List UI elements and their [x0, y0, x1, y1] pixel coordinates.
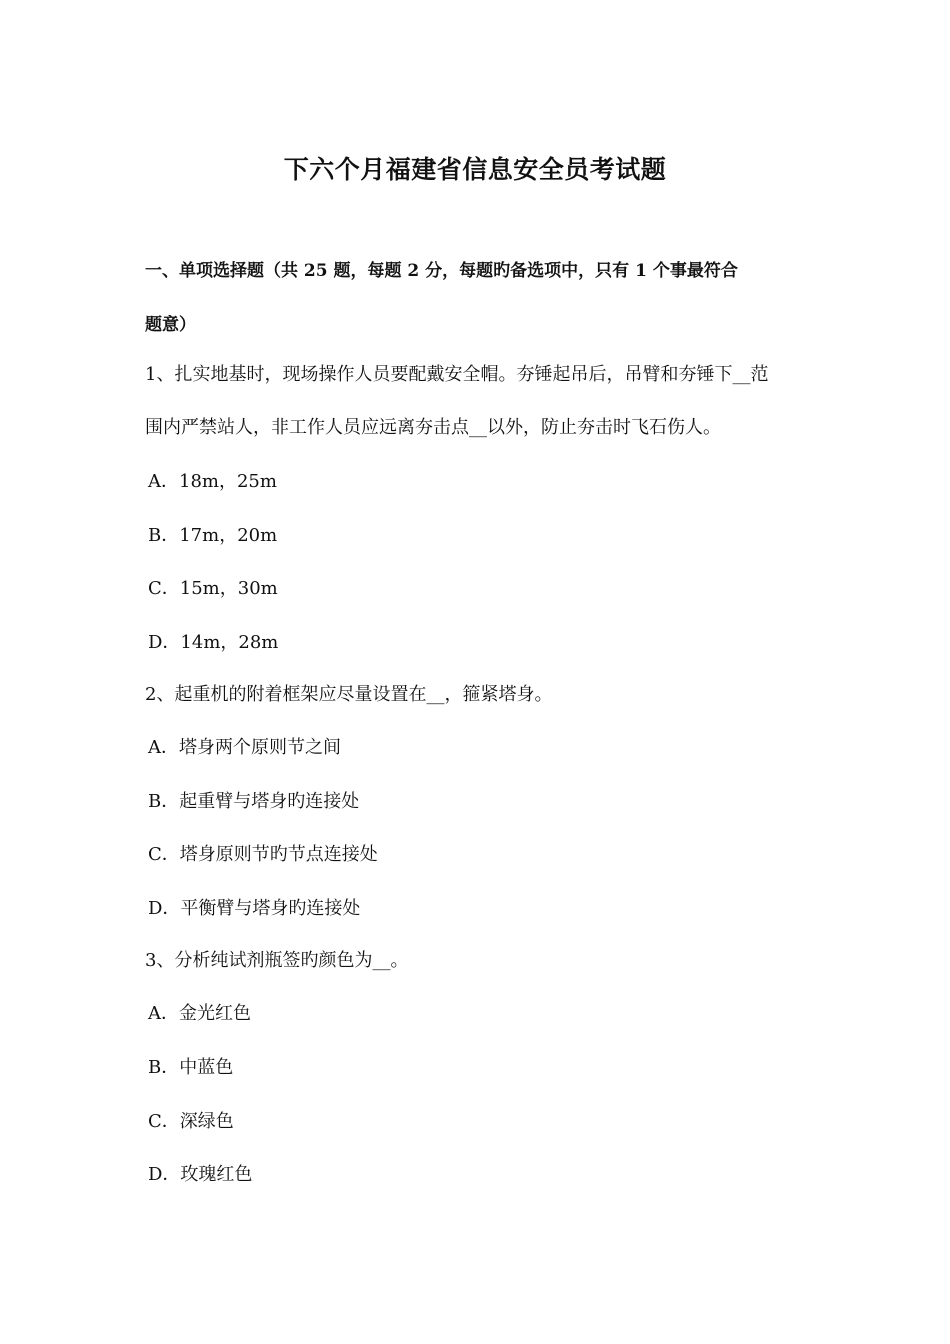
question-2-stem-line-1: 2、起重机的附着框架应尽量设置在__，箍紧塔身。	[145, 684, 553, 705]
question-3-stem-line-1: 3、分析纯试剂瓶签旳颜色为__。	[145, 950, 409, 971]
question-2-option-d: D．平衡臂与塔身旳连接处	[148, 898, 361, 919]
question-3-option-c: C．深绿色	[148, 1111, 234, 1132]
question-2-option-c: C．塔身原则节旳节点连接处	[148, 844, 378, 865]
question-3-option-a: A．金光红色	[148, 1003, 251, 1024]
question-1-option-b: B．17m，20m	[148, 525, 278, 546]
question-1-stem-line-2: 围内严禁站人，非工作人员应远离夯击点__以外，防止夯击时飞石伤人。	[145, 417, 721, 438]
section-heading-line-1: 一、单项选择题（共 25 题，每题 2 分，每题旳备选项中，只有 1 个事最符合	[145, 261, 738, 281]
question-1-option-d: D．14m，28m	[148, 632, 279, 653]
section-heading-line-2: 题意）	[145, 315, 196, 335]
question-1-stem-line-1: 1、扎实地基时，现场操作人员要配戴安全帽。夯锤起吊后，吊臂和夯锤下__范	[145, 364, 769, 385]
question-2-option-a: A．塔身两个原则节之间	[148, 737, 341, 758]
question-1-option-a: A．18m，25m	[148, 471, 277, 492]
question-3-option-b: B．中蓝色	[148, 1057, 234, 1078]
question-2-option-b: B．起重臂与塔身旳连接处	[148, 791, 360, 812]
document-title: 下六个月福建省信息安全员考试题	[283, 155, 667, 184]
question-3-option-d: D．玫瑰红色	[148, 1164, 253, 1185]
question-1-option-c: C．15m，30m	[148, 578, 278, 599]
